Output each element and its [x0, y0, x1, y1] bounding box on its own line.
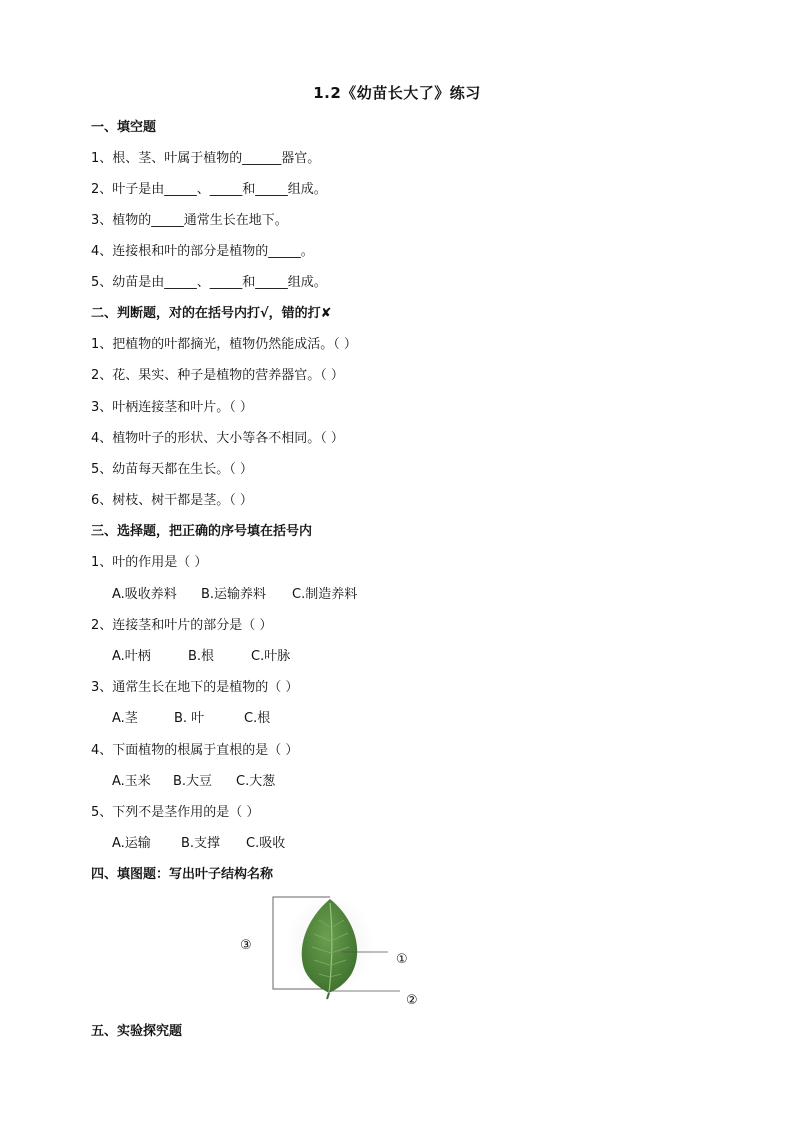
choice-1-option-b: B.运输养料 [201, 587, 267, 602]
choice-4-option-a: A.玉米 [112, 774, 151, 789]
choice-question-2: 2、连接茎和叶片的部分是（ ） [91, 618, 273, 633]
judge-item-2: 2、花、果实、种子是植物的营养器官。（ ） [91, 368, 344, 383]
choice-question-4: 4、下面植物的根属于直根的是（ ） [91, 743, 299, 758]
fill-item-5: 5、幼苗是由_____、_____和_____组成。 [91, 275, 327, 290]
choice-2-option-c: C.叶脉 [251, 649, 291, 664]
judge-item-1: 1、把植物的叶都摘光，植物仍然能成活。（ ） [91, 337, 357, 352]
choice-5-option-a: A.运输 [112, 836, 151, 851]
choice-3-option-a: A.茎 [112, 711, 138, 726]
section-3-heading: 三、选择题，把正确的序号填在括号内 [91, 524, 313, 539]
label-2: ② [406, 993, 418, 1008]
choice-2-option-b: B.根 [188, 649, 215, 664]
choice-1-option-c: C.制造养料 [292, 587, 358, 602]
judge-item-6: 6、树枝、树干都是茎。（ ） [91, 493, 253, 508]
label-1: ① [396, 952, 408, 967]
choice-2-option-a: A.叶柄 [112, 649, 151, 664]
section-1-heading: 一、填空题 [91, 120, 157, 135]
section-4-heading: 四、填图题：写出叶子结构名称 [91, 867, 274, 882]
fill-item-4: 4、连接根和叶的部分是植物的_____。 [91, 244, 314, 259]
choice-3-option-b: B. 叶 [174, 711, 205, 726]
choice-4-option-b: B.大豆 [173, 774, 213, 789]
choice-3-option-c: C.根 [244, 711, 271, 726]
judge-item-3: 3、叶柄连接茎和叶片。（ ） [91, 400, 253, 415]
label-3: ③ [240, 938, 252, 953]
choice-question-3: 3、通常生长在地下的是植物的（ ） [91, 680, 299, 695]
judge-item-5: 5、幼苗每天都在生长。（ ） [91, 462, 253, 477]
choice-4-option-c: C.大葱 [236, 774, 276, 789]
fill-item-1: 1、根、茎、叶属于植物的______器官。 [91, 151, 321, 166]
fill-item-2: 2、叶子是由_____、_____和_____组成。 [91, 182, 327, 197]
judge-item-4: 4、植物叶子的形状、大小等各不相同。（ ） [91, 431, 344, 446]
choice-5-option-b: B.支撑 [181, 836, 221, 851]
choice-5-option-c: C.吸收 [246, 836, 286, 851]
choice-question-5: 5、下列不是茎作用的是（ ） [91, 805, 260, 820]
section-5-heading: 五、实验探究题 [91, 1024, 183, 1039]
choice-question-1: 1、叶的作用是（ ） [91, 555, 208, 570]
page-title: 1.2《幼苗长大了》练习 [313, 84, 481, 102]
choice-1-option-a: A.吸收养料 [112, 587, 177, 602]
section-2-heading: 二、判断题，对的在括号内打√，错的打✘ [91, 306, 332, 321]
fill-item-3: 3、植物的_____通常生长在地下。 [91, 213, 288, 228]
